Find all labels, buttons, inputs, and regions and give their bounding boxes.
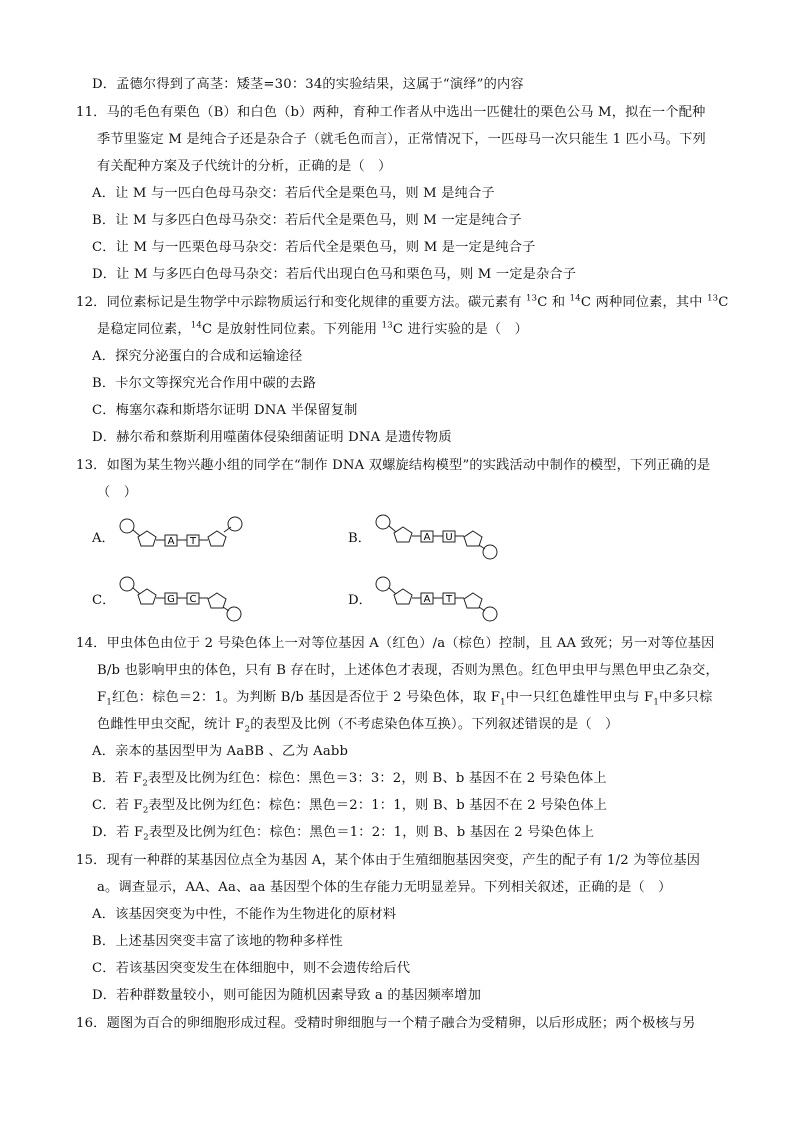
q14-option-c: C．若 $F_2$表型及比例为红色：棕色：黑色＝2：1：1，则 B、b 基因不在 2 号染色体上 bbox=[92, 798, 608, 816]
phosphate-left bbox=[376, 577, 390, 591]
q14-stem-line3: $F_1$红色：棕色＝2：1。为判断 B/b 基因是否位于 2 号染色体，取 $F_1$中一只红色雄性甲虫与 $F_1$中多只棕 bbox=[97, 690, 713, 708]
q11-stem-line1: 11．马的毛色有栗色（B）和白色（b）两种，育种工作者从中选出一匹健壮的栗色公马 M，拟在一个配种 bbox=[76, 105, 706, 120]
q15-option-b: B．上述基因突变丰富了该地的物种多样性 bbox=[92, 934, 343, 949]
q15-stem-line2: a。调查显示，AA、Aa、aa 基因型个体的生存能力无明显差异。下列相关叙述，正确的是（ ） bbox=[97, 880, 672, 895]
sugar-left bbox=[394, 527, 412, 542]
q14-option-d: D．若 $F_2$表型及比例为红色：棕色：黑色＝1：2：1，则 B、b 基因在 2 号染色体上 bbox=[92, 825, 595, 843]
q15-stem-line1: 15．现有一种群的某基因位点全为基因 A，某个体由于生殖细胞基因突变，产生的配子有 1/2 为等位基因 bbox=[76, 853, 701, 868]
q13-option-d-model bbox=[374, 576, 504, 624]
q12-stem-line2: 是稳定同位素，$^{14}$C 是放射性同位素。下列能用 $^{13}$C 进行实验的是（ ） bbox=[97, 320, 529, 337]
q13-option-a-model bbox=[118, 518, 248, 562]
q13-stem-line2: （ ） bbox=[97, 485, 138, 500]
q16-stem-line1: 16．题图为百合的卵细胞形成过程。受精时卵细胞与一个精子融合为受精卵，以后形成胚；两个极核与另 bbox=[76, 1016, 696, 1031]
q14-stem-line1: 14．甲虫体色由位于 2 号染色体上一对等位基因 A（红色）/a（棕色）控制，且 AA 致死；另一对等位基因 bbox=[76, 636, 715, 651]
q13-option-d-label: D． bbox=[348, 593, 372, 608]
q15-option-c: C．若该基因突变发生在体细胞中，则不会遗传给后代 bbox=[92, 961, 411, 976]
q15-option-d: D．若种群数量较小，则可能因为随机因素导致 a 的基因频率增加 bbox=[92, 988, 482, 1003]
base-letter: A bbox=[167, 536, 175, 547]
base-letter: T bbox=[189, 536, 197, 547]
q11-stem-line3: 有关配种方案及子代统计的分析，正确的是（ ） bbox=[97, 159, 392, 174]
q11-option-d: D．让 M 与多匹白色母马杂交：若后代出现白色马和栗色马，则 M 一定是杂合子 bbox=[92, 267, 577, 282]
q13-option-b-label: B． bbox=[348, 531, 371, 546]
phosphate-left bbox=[120, 519, 134, 533]
q12-stem-line1: 12．同位素标记是生物学中示踪物质运行和变化规律的重要方法。碳元素有 $^{13}$C 和 $^{14}$C 两种同位素，其中 $^{13}$C bbox=[76, 293, 729, 310]
sugar-left bbox=[394, 589, 412, 604]
phosphate-left bbox=[376, 515, 390, 529]
q13-option-c-label: C． bbox=[92, 593, 116, 608]
q12-option-b: B．卡尔文等探究光合作用中碳的去路 bbox=[92, 376, 317, 391]
deoxyribose-right bbox=[208, 531, 226, 546]
sugar-right bbox=[208, 593, 226, 608]
q11-option-a: A．让 M 与一匹白色母马杂交：若后代全是栗色马，则 M 是纯合子 bbox=[92, 186, 495, 201]
q14-option-a: A．亲本的基因型甲为 AaBB 、乙为 Aabb bbox=[92, 744, 349, 759]
q12-option-c: C．梅塞尔森和斯塔尔证明 DNA 半保留复制 bbox=[92, 403, 358, 418]
base-letter: C bbox=[189, 594, 197, 605]
base-letter: G bbox=[167, 594, 175, 605]
base-letter: U bbox=[445, 532, 453, 543]
q11-stem-line2: 季节里鉴定 M 是纯合子还是杂合子（就毛色而言），正常情况下，一匹母马一次只能生 1 匹小马。下列 bbox=[97, 132, 706, 147]
q11-option-b: B．让 M 与多匹白色母马杂交：若后代全是栗色马，则 M 一定是纯合子 bbox=[92, 213, 522, 228]
q14-option-b: B．若 $F_2$表型及比例为红色：棕色：黑色＝3：3：2，则 B、b 基因不在 2 号染色体上 bbox=[92, 771, 607, 789]
q14-stem-line2: B/b 也影响甲虫的体色，只有 B 存在时，上述体色才表现，否则为黑色。红色甲虫甲与黑色甲虫乙杂交， bbox=[97, 663, 719, 678]
q13-stem-line1: 13．如图为某生物兴趣小组的同学在“制作 DNA 双螺旋结构模型”的实践活动中制作的模型，下列正确的是 bbox=[76, 458, 711, 473]
deoxyribose-left bbox=[138, 531, 156, 546]
sugar-left bbox=[138, 589, 156, 604]
q13-option-a-label: A． bbox=[92, 531, 115, 546]
phosphate-right bbox=[227, 607, 241, 621]
phosphate-right bbox=[483, 607, 497, 621]
prev-option-d: D．孟德尔得到了高茎：矮茎=30：34的实验结果，这属于“演绎”的内容 bbox=[92, 77, 524, 92]
base-letter: A bbox=[423, 532, 431, 543]
base-letter: T bbox=[445, 594, 453, 605]
sugar-right bbox=[464, 531, 482, 546]
phosphate-right bbox=[483, 545, 497, 559]
sugar-right bbox=[464, 593, 482, 608]
q15-option-a: A．该基因突变为中性，不能作为生物进化的原材料 bbox=[92, 907, 397, 922]
q13-option-c-model bbox=[118, 576, 248, 624]
q13-option-b-model bbox=[374, 514, 504, 562]
phosphate-right bbox=[228, 517, 242, 531]
phosphate-left bbox=[120, 577, 134, 591]
q11-option-c: C．让 M 与一匹栗色母马杂交：若后代全是栗色马，则 M 是一定是纯合子 bbox=[92, 240, 536, 255]
q12-option-d: D．赫尔希和蔡斯利用噬菌体侵染细菌证明 DNA 是遗传物质 bbox=[92, 430, 452, 445]
base-letter: A bbox=[423, 594, 431, 605]
q14-stem-line4: 色雌性甲虫交配，统计 $F_2$的表型及比例（不考虑染色体互换）。下列叙述错误的是（ ） bbox=[97, 717, 619, 735]
q12-option-a: A．探究分泌蛋白的合成和运输途径 bbox=[92, 349, 303, 364]
